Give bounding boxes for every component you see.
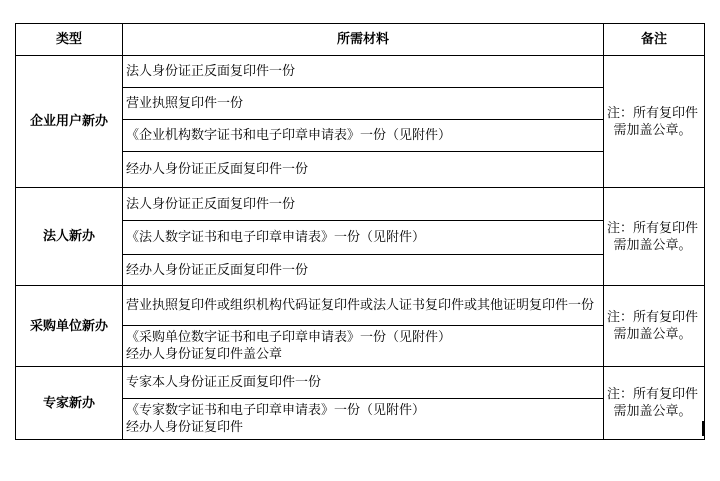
material-item: 经办人身份证复印件 <box>126 420 244 435</box>
material-item: 法人身份证正反面复印件一份 <box>123 56 604 88</box>
table-row <box>16 286 705 326</box>
note-line: 需加盖公章。 <box>613 122 692 138</box>
note-line: 注：所有复印件 <box>606 310 698 325</box>
material-item: 营业执照复印件或组织机构代码证复印件或法人证书复印件或其他证明复印件一份 <box>123 286 604 326</box>
note-line: 注：所有复印件 <box>606 105 698 121</box>
type-cell: 专家新办 <box>16 367 123 440</box>
note-line: 需加盖公章。 <box>613 237 692 253</box>
material-item: 经办人身份证正反面复印件一份 <box>123 255 604 286</box>
header-type: 类型 <box>16 24 123 56</box>
note-line: 注：所有复印件 <box>606 220 698 236</box>
material-item: 营业执照复印件一份 <box>123 88 604 120</box>
material-item: 《法人数字证书和电子印章申请表》一份（见附件） <box>123 221 604 255</box>
note-line: 需加盖公章。 <box>613 404 692 419</box>
material-item-multi <box>123 326 604 367</box>
material-item: 专家本人身份证正反面复印件一份 <box>123 367 604 399</box>
header-materials: 所需材料 <box>123 24 604 56</box>
material-item: 《采购单位数字证书和电子印章申请表》一份（见附件） <box>126 330 452 345</box>
requirements-table <box>15 23 705 440</box>
material-item: 经办人身份证复印件盖公章 <box>126 347 283 362</box>
table-row <box>16 188 705 221</box>
header-note: 备注 <box>604 24 705 56</box>
material-item: 《企业机构数字证书和电子印章申请表》一份（见附件） <box>123 120 604 152</box>
table-row <box>16 367 705 399</box>
note-cell <box>604 56 705 188</box>
note-cell <box>604 367 705 440</box>
note-cell <box>604 286 705 367</box>
type-cell: 企业用户新办 <box>16 56 123 188</box>
table-row <box>16 56 705 88</box>
material-item: 经办人身份证正反面复印件一份 <box>123 152 604 188</box>
material-item: 《专家数字证书和电子印章申请表》一份（见附件） <box>126 403 426 418</box>
note-line: 注：所有复印件 <box>606 387 698 402</box>
material-item: 法人身份证正反面复印件一份 <box>123 188 604 221</box>
header-row <box>16 24 705 56</box>
note-cell <box>604 188 705 286</box>
type-cell: 采购单位新办 <box>16 286 123 367</box>
note-line: 需加盖公章。 <box>613 327 692 342</box>
text-cursor <box>702 421 704 436</box>
type-cell: 法人新办 <box>16 188 123 286</box>
material-item-multi <box>123 399 604 440</box>
